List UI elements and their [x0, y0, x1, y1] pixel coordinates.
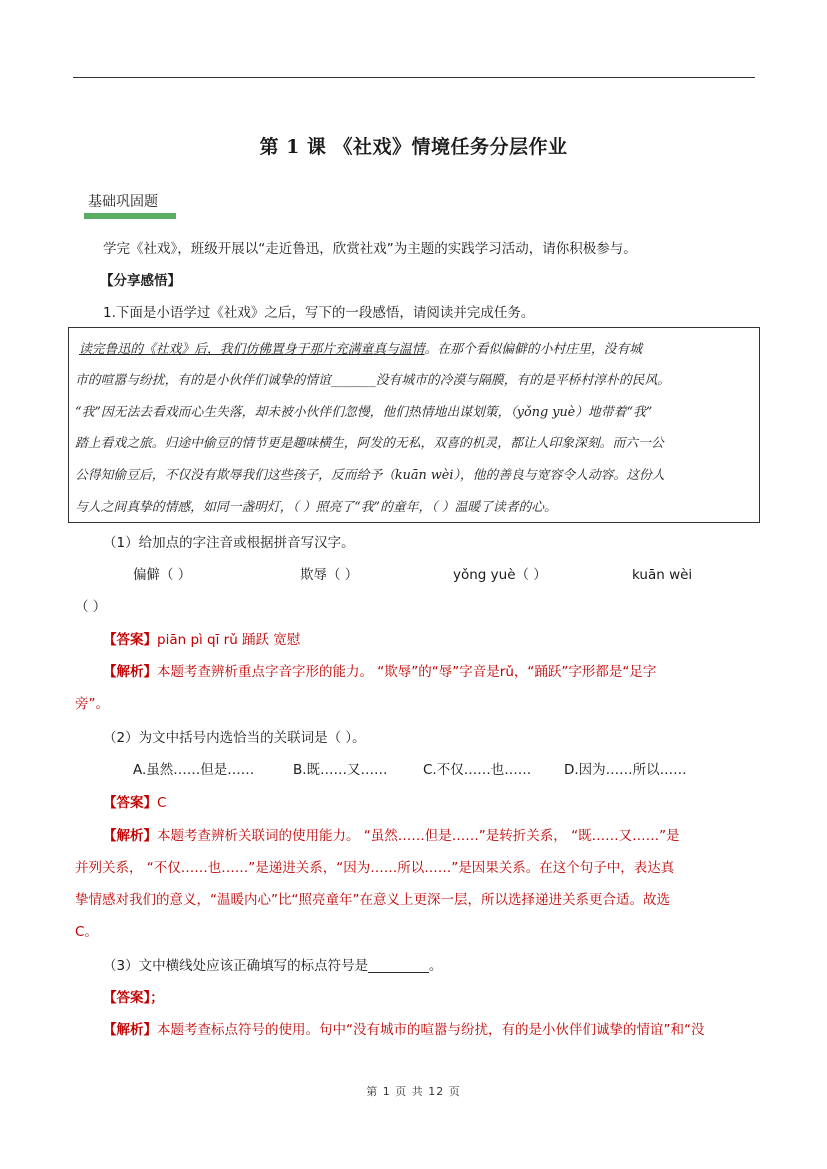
- section-underline-bar: [84, 213, 176, 219]
- item-kuanwei: kuān wèi: [632, 567, 693, 583]
- analysis-1-line-1: 【解析】本题考查辨析重点字音字形的能力。 “欺辱”的“辱”字音是rǔ，“踊跃”字形都是“足字: [103, 664, 657, 680]
- analysis-2-line-4: C。: [75, 924, 98, 940]
- option-d: D.因为……所以……: [564, 762, 687, 778]
- passage-line-4: 踏上看戏之旅。归途中偷豆的情节更是趣味横生，阿发的无私，双喜的机灵，都让人印象深刻。而六一公: [75, 436, 664, 451]
- question-1-1: （1）给加点的字注音或根据拼音写汉字。: [103, 535, 355, 551]
- answer-text: C: [157, 795, 167, 811]
- answer-label: 【答案】: [103, 632, 157, 648]
- passage-underlined: 读完鲁迅的《社戏》后，我们仿佛置身于那片充满童真与温情: [79, 342, 425, 357]
- passage-line-1: [79, 338, 642, 357]
- analysis-2-line-2: 并列关系， “不仅……也……”是递进关系，“因为……所以……”是因果关系。在这个句子中，表达真: [75, 860, 675, 876]
- answer-text: ；: [150, 990, 164, 1006]
- option-a: A.虽然……但是……: [133, 762, 255, 778]
- question-1-2: （2）为文中括号内选恰当的关联词是（ ）。: [103, 730, 366, 746]
- passage-line-3: “我”因无法去看戏而心生失落，却未被小伙伴们忽慢，他们热情地出谋划策，（yǒng yuè）地带着“我”: [75, 405, 653, 420]
- section-label: 基础巩固题: [88, 194, 158, 210]
- question-1-1-cont: （ ）: [75, 599, 107, 615]
- question-1: 1.下面是小语学过《社戏》之后，写下的一段感悟，请阅读并完成任务。: [103, 305, 535, 321]
- passage-line-6: 与人之间真挚的情感，如同一盏明灯，（ ）照亮了“我”的童年，（ ）温暖了读者的心。: [75, 500, 557, 515]
- item-pianpi: 偏僻（ ）: [133, 567, 192, 583]
- answer-text: piān pì qī rǔ 踊跃 宽慰: [157, 632, 301, 648]
- analysis-label: 【解析】: [103, 828, 157, 844]
- passage-line-2: 市的喧嚣与纷扰，有的是小伙伴们诚挚的情谊_______没有城市的冷漠与隔膜，有的是平桥村淳朴的民风。: [75, 373, 671, 388]
- option-c: C.不仅……也……: [423, 762, 532, 778]
- share-heading: 【分享感悟】: [100, 273, 181, 289]
- analysis-3-line-1: 【解析】本题考查标点符号的使用。句中“没有城市的喧嚣与纷扰，有的是小伙伴们诚挚的情谊”和“没: [103, 1022, 705, 1038]
- analysis-2-line-3: 挚情感对我们的意义，“温暖内心”比“照亮童年”在意义上更深一层，所以选择递进关系更合适。故选: [75, 892, 670, 908]
- passage-line-5: 公得知偷豆后，不仅没有欺辱我们这些孩子，反而给予（kuān wèi），他的善良与宽容令人动容。这份人: [75, 468, 665, 483]
- answer-1: [103, 631, 300, 649]
- answer-2: [103, 794, 166, 812]
- answer-label: 【答案】: [103, 990, 151, 1006]
- item-yongyue: yǒng yuè（ ）: [453, 567, 547, 583]
- answer-label: 【答案】: [103, 795, 157, 811]
- passage-line-1-rest: 。在那个看似偏僻的小村庄里，没有城: [424, 342, 643, 357]
- header-rule: [73, 77, 755, 78]
- analysis-1-line-2: 旁”。: [75, 696, 109, 712]
- analysis-label: 【解析】: [103, 1022, 157, 1038]
- analysis-label: 【解析】: [103, 664, 157, 680]
- page-footer: 第 1 页 共 12 页: [366, 1085, 461, 1098]
- question-1-3: （3）文中横线处应该正确填写的标点符号是_________。: [103, 958, 443, 974]
- intro-text: 学完《社戏》，班级开展以“走近鲁迅，欣赏社戏”为主题的实践学习活动，请你积极参与。: [103, 241, 637, 257]
- analysis-2-line-1: 【解析】本题考查辨析关联词的使用能力。 “虽然……但是……”是转折关系， “既……又……”是: [103, 828, 680, 844]
- passage-box: [68, 327, 760, 523]
- answer-3: [103, 989, 164, 1007]
- item-qiru: 欺辱（ ）: [300, 567, 359, 583]
- option-b: B.既……又……: [293, 762, 388, 778]
- page-title: 第 1 课 《社戏》情境任务分层作业: [259, 136, 568, 158]
